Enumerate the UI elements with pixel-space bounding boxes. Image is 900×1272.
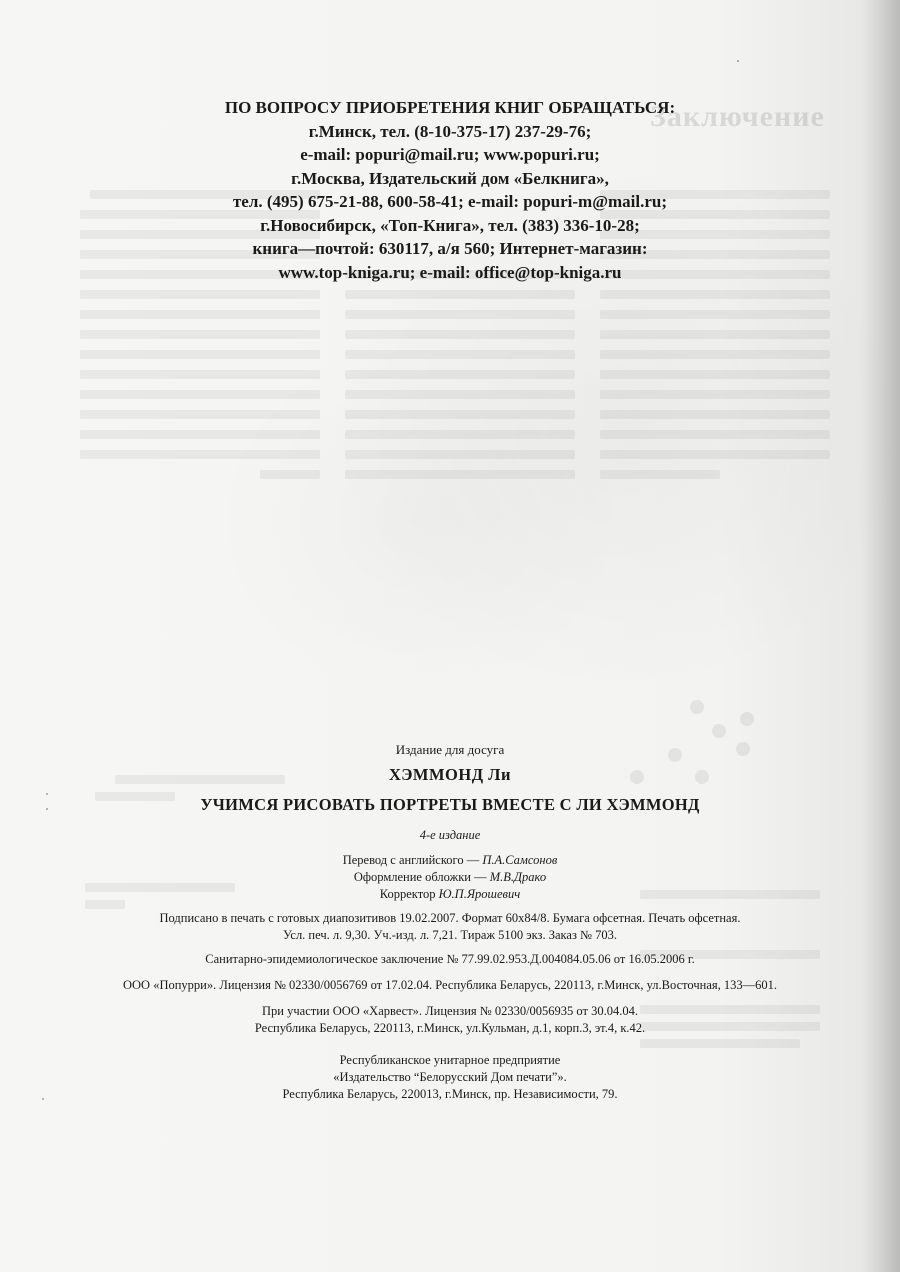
credit-translator <box>0 852 900 869</box>
author-name: ХЭММОНД Ли <box>389 765 511 784</box>
bleed-through-line <box>345 390 575 399</box>
contact-line-mail-order: книга—почтой: 630117, а/я 560; Интернет-магазин: <box>252 239 648 258</box>
edition-number: 4-е издание <box>419 828 481 842</box>
bleed-through-line <box>80 430 320 439</box>
bleed-through-line <box>80 410 320 419</box>
bleed-through-line <box>80 290 320 299</box>
contact-heading: ПО ВОПРОСУ ПРИОБРЕТЕНИЯ КНИГ ОБРАЩАТЬСЯ: <box>224 98 676 117</box>
enterprise-line: «Издательство “Белорусский Дом печати”». <box>333 1070 567 1084</box>
contact-block <box>0 96 900 284</box>
credit-person: П.А.Самсонов <box>482 853 558 867</box>
credit-person: М.В.Драко <box>489 870 547 884</box>
bleed-through-line <box>345 350 575 359</box>
scan-speck <box>737 60 739 62</box>
bleed-through-line <box>345 430 575 439</box>
bleed-through-line <box>345 450 575 459</box>
contact-line-moscow: г.Москва, Издательский дом «Белкнига», <box>291 168 609 188</box>
bleed-through-line <box>345 470 575 479</box>
bleed-through-line <box>600 350 830 359</box>
credit-person: Ю.П.Ярошевич <box>438 887 521 901</box>
credits-list <box>0 852 900 903</box>
bleed-through-line <box>80 330 320 339</box>
credit-proofreader <box>0 886 900 903</box>
publisher-company: ООО «Попурри». Лицензия № 02330/0056769 от 17.02.04. Республика Беларусь, 220113, г.Минск, ул.Восточная, 133—601. <box>122 978 777 992</box>
credit-cover-design <box>0 869 900 886</box>
bleed-through-line <box>80 370 320 379</box>
bleed-through-line <box>80 350 320 359</box>
bleed-through-dot <box>690 700 704 714</box>
book-title: УЧИМСЯ РИСОВАТЬ ПОРТРЕТЫ ВМЕСТЕ С ЛИ ХЭММОНД <box>200 795 700 814</box>
bleed-through-line <box>600 430 830 439</box>
contact-line-novosibirsk: г.Новосибирск, «Топ-Книга», тел. (383) 336-10-28; <box>260 215 640 235</box>
printing-enterprise <box>0 1052 900 1103</box>
bleed-through-line <box>600 450 830 459</box>
bleed-through-line <box>345 290 575 299</box>
bleed-through-line <box>600 470 720 479</box>
credit-role: Оформление обложки — <box>353 870 490 884</box>
participation-line: При участии ООО «Харвест». Лицензия № 02330/0056935 от 30.04.04. <box>262 1004 638 1018</box>
bleed-through-line <box>600 330 830 339</box>
bleed-through-heading: Заключение <box>650 100 825 133</box>
bleed-through-line <box>345 310 575 319</box>
bleed-through-line <box>640 1039 800 1048</box>
bleed-through-dot <box>740 712 754 726</box>
bleed-through-line <box>345 330 575 339</box>
bleed-through-line <box>345 410 575 419</box>
print-info <box>0 910 900 944</box>
bleed-through-line <box>80 390 320 399</box>
print-info-line: Усл. печ. л. 9,30. Уч.-изд. л. 7,21. Тираж 5100 экз. Заказ № 703. <box>283 928 617 942</box>
contact-line-email-minsk: e-mail: popuri@mail.ru; www.popuri.ru; <box>300 145 600 164</box>
bleed-through-line <box>260 470 320 479</box>
participation-line: Республика Беларусь, 220113, г.Минск, ул.Кульман, д.1, корп.3, эт.4, к.42. <box>254 1021 646 1035</box>
enterprise-line: Республика Беларусь, 220013, г.Минск, пр. Независимости, 79. <box>282 1087 618 1101</box>
contact-line-minsk: г.Минск, тел. (8-10-375-17) 237-29-76; <box>308 121 592 141</box>
contact-line-online-shop: www.top-kniga.ru; e-mail: office@top-kniga.ru <box>278 262 622 282</box>
bleed-through-line <box>600 290 830 299</box>
bleed-through-line <box>345 370 575 379</box>
print-info-line: Подписано в печать с готовых диапозитивов 19.02.2007. Формат 60х84/8. Бумага офсетная. Печать офсетная. <box>159 911 741 925</box>
bleed-through-line <box>600 310 830 319</box>
bleed-through-line <box>600 410 830 419</box>
participation-info <box>0 1003 900 1037</box>
credit-role: Корректор <box>379 887 439 901</box>
enterprise-line: Республиканское унитарное предприятие <box>339 1053 561 1067</box>
sanitary-conclusion: Санитарно-эпидемиологическое заключение № 77.99.02.953.Д.004084.05.06 от 16.05.2006 г. <box>205 952 695 966</box>
contact-line-moscow-phone: тел. (495) 675-21-88, 600-58-41; e-mail: popuri-m@mail.ru; <box>232 192 668 211</box>
bleed-through-dot <box>712 724 726 738</box>
bleed-through-line <box>600 390 830 399</box>
edition-type: Издание для досуга <box>395 742 505 757</box>
bleed-through-line <box>80 310 320 319</box>
bleed-through-line <box>600 370 830 379</box>
bleed-through-line <box>80 450 320 459</box>
credit-role: Перевод с английского — <box>342 853 483 867</box>
